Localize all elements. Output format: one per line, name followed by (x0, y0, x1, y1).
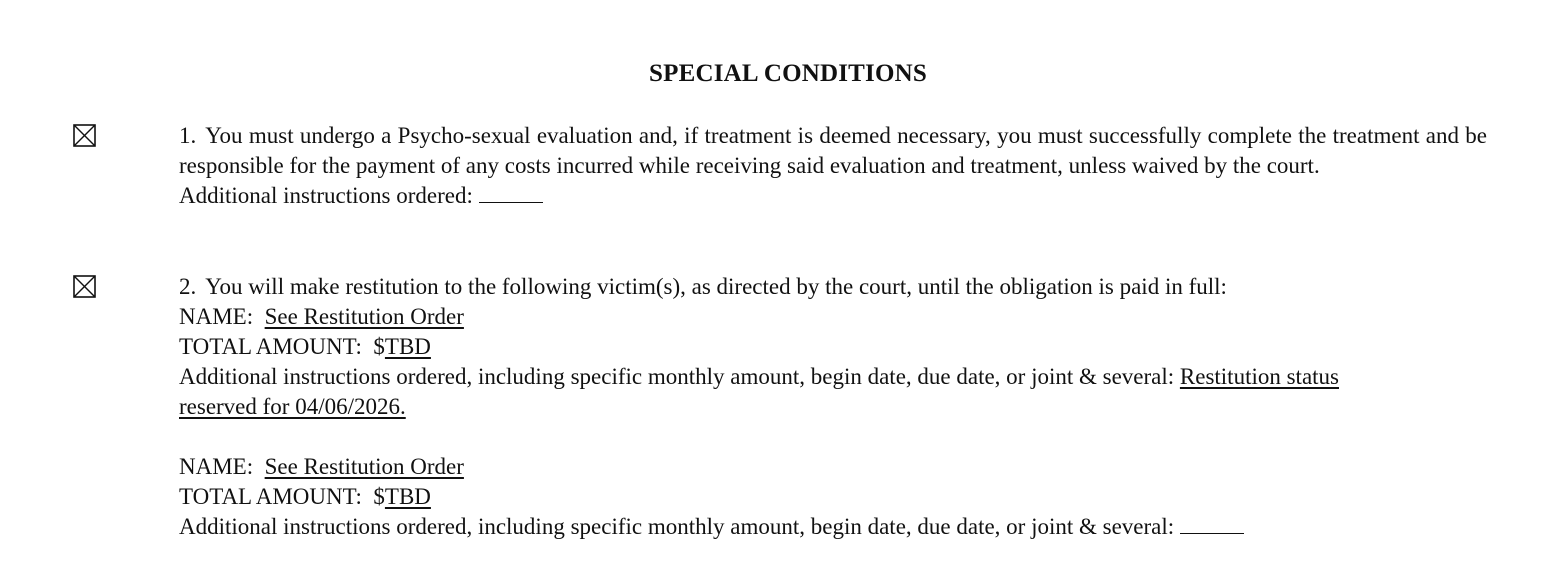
instructions-label: Additional instructions ordered, including specific monthly amount, begin date, due date, or joint & several: (179, 364, 1175, 389)
amount-label: TOTAL AMOUNT: (179, 334, 362, 359)
blank-line (479, 201, 543, 203)
condition-1-text (179, 121, 1487, 181)
condition-1-additional (179, 181, 1489, 211)
instructions-value: Restitution status (1179, 364, 1339, 389)
checked-box-icon (73, 124, 96, 147)
condition-2-body: You will make restitution to the following victim(s), as directed by the court, until the obligation is paid in full: (205, 274, 1227, 299)
instructions-label: Additional instructions ordered, including specific monthly amount, begin date, due date, or joint & several: (179, 514, 1175, 539)
page-title: SPECIAL CONDITIONS (649, 60, 927, 87)
condition-2 (179, 272, 1489, 542)
amount-value: TBD (384, 484, 431, 509)
name-label: NAME: (179, 304, 254, 329)
amount-label: TOTAL AMOUNT: (179, 484, 362, 509)
victim-1-instructions (179, 362, 1489, 392)
condition-2-checkbox[interactable] (73, 275, 96, 298)
name-label: NAME: (179, 454, 254, 479)
additional-instructions-label: Additional instructions ordered: (179, 183, 473, 208)
victim-1-amount (179, 332, 1489, 362)
amount-value: TBD (384, 334, 431, 359)
blank-line (1180, 532, 1244, 534)
name-value: See Restitution Order (264, 454, 464, 479)
amount-prefix: $ (373, 484, 385, 509)
name-value: See Restitution Order (264, 304, 464, 329)
condition-1-checkbox[interactable] (73, 124, 96, 147)
checked-box-icon (73, 275, 96, 298)
condition-1-body: You must undergo a Psycho-sexual evaluation and, if treatment is deemed necessary, you must successfully complete the treatment and be responsible for the payment of any costs incurred while receiving said evaluation and treatment, unless waived by the court. (179, 123, 1487, 178)
condition-1 (179, 121, 1489, 211)
amount-prefix: $ (373, 334, 385, 359)
victim-1-instructions-cont (179, 392, 1489, 422)
condition-2-text (179, 272, 1489, 302)
condition-2-number: 2. (179, 274, 197, 299)
victim-1-name (179, 302, 1489, 332)
victim-2-instructions (179, 512, 1489, 542)
victim-2-amount (179, 482, 1489, 512)
condition-1-number: 1. (179, 123, 197, 148)
instructions-value-cont: reserved for 04/06/2026. (179, 394, 406, 419)
victim-2-name (179, 452, 1489, 482)
